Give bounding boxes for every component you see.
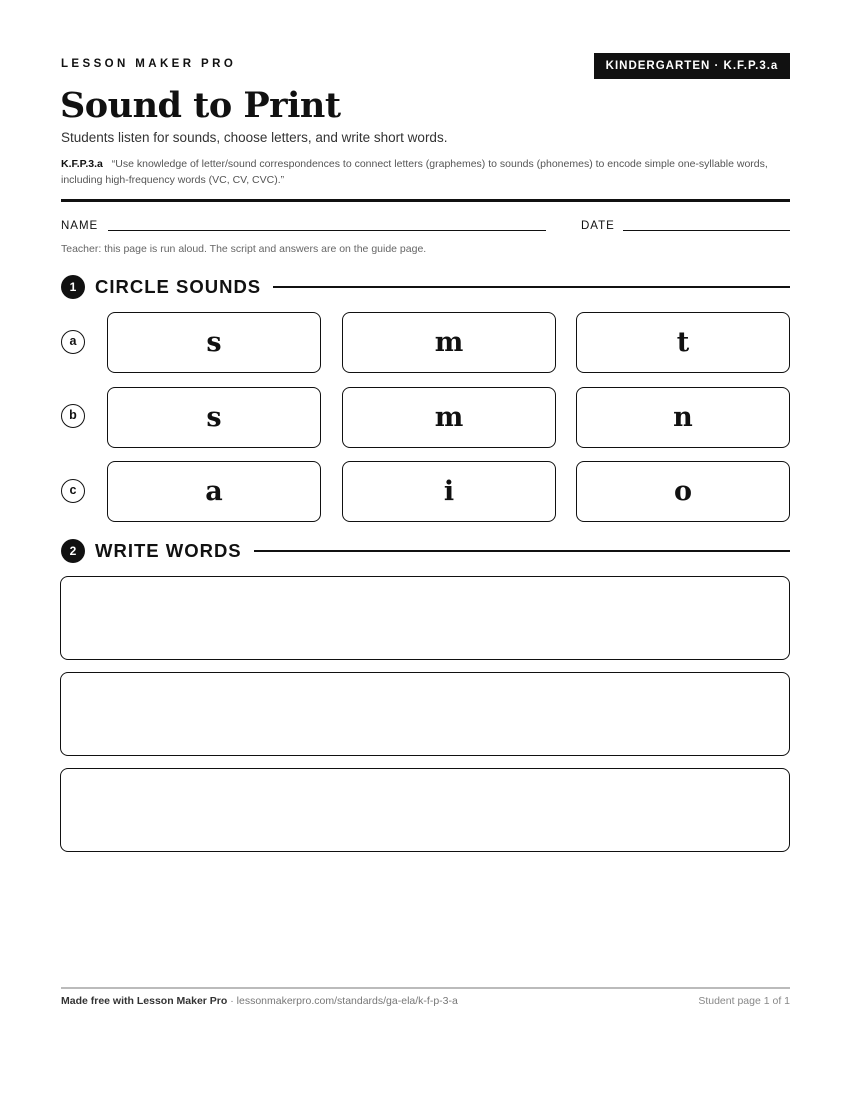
section-write-words-header [61, 538, 790, 564]
write-word-box[interactable] [60, 768, 790, 852]
letter-choice[interactable]: m [342, 312, 556, 373]
letter-choice[interactable]: o [576, 461, 790, 522]
row-marker-c: c [61, 479, 85, 503]
letter-choice[interactable]: s [107, 387, 321, 448]
section-title: WRITE WORDS [95, 540, 242, 561]
name-label: NAME [61, 220, 99, 232]
footer-page-label: Student page 1 of 1 [698, 995, 790, 1007]
footer-credit [61, 995, 458, 1007]
write-word-box[interactable] [60, 576, 790, 660]
letter-choice[interactable]: a [107, 461, 321, 522]
page-subtitle: Students listen for sounds, choose letters, and write short words. [61, 130, 448, 145]
footer-url[interactable]: lessonmakerpro.com/standards/ga-ela/k-f-p-3-a [236, 995, 458, 1007]
section-circle-sounds-header [61, 274, 790, 300]
footer-separator: · [227, 995, 237, 1007]
teacher-note: Teacher: this page is run aloud. The script and answers are on the guide page. [61, 243, 427, 255]
header-divider [61, 199, 790, 202]
grade-badge: KINDERGARTEN · K.F.P.3.a [594, 53, 790, 79]
footer-divider [61, 987, 790, 989]
footer-made-with: Made free with Lesson Maker Pro [61, 995, 228, 1007]
letter-choice[interactable]: n [576, 387, 790, 448]
row-marker-a: a [61, 330, 85, 354]
standard-description [61, 156, 781, 188]
standard-code: K.F.P.3.a [61, 158, 103, 170]
section-rule [273, 286, 790, 288]
letter-choice[interactable]: s [107, 312, 321, 373]
letter-choice[interactable]: i [342, 461, 556, 522]
letter-choice[interactable]: m [342, 387, 556, 448]
page-title: Sound to Print [60, 85, 341, 126]
section-number-badge: 2 [61, 539, 85, 563]
brand-label: LESSON MAKER PRO [61, 58, 237, 70]
standard-text: “Use knowledge of letter/sound correspondences to connect letters (graphemes) to sounds (phonemes) to encode simple one-syllable words, including high-frequency words (VC, CV, CVC).” [61, 158, 768, 186]
name-line [108, 230, 546, 231]
section-number-badge: 1 [61, 275, 85, 299]
date-line [623, 230, 790, 231]
write-word-box[interactable] [60, 672, 790, 756]
section-rule [254, 550, 790, 552]
row-marker-b: b [61, 404, 85, 428]
date-label: DATE [581, 220, 615, 232]
letter-choice[interactable]: t [576, 312, 790, 373]
section-title: CIRCLE SOUNDS [95, 276, 262, 297]
